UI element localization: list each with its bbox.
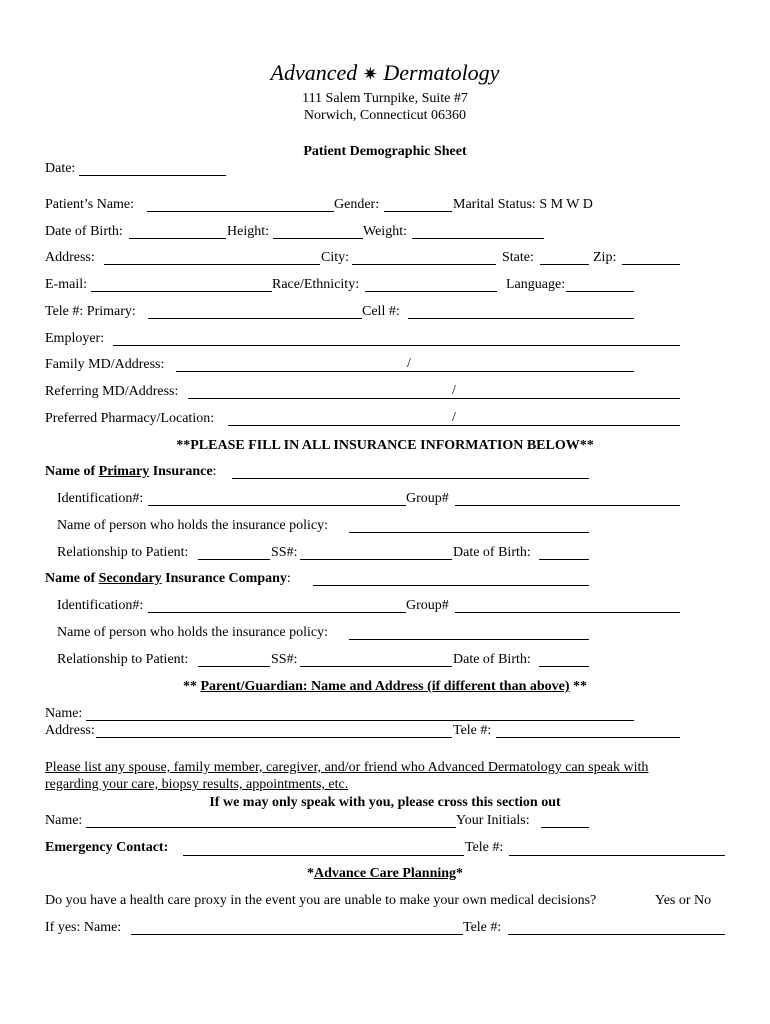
brand-right: Dermatology <box>383 60 500 85</box>
family-md-slash: / <box>407 356 411 371</box>
guardian-address-label: Address: <box>45 723 95 738</box>
secondary-id-field[interactable] <box>148 612 406 613</box>
patient-name-label: Patient’s Name: <box>45 197 135 212</box>
brand-left: Advanced <box>270 60 358 85</box>
secondary-holder-label: Name of person who holds the insurance policy: <box>57 625 328 640</box>
contacts-instruction-line-1: Please list any spouse, family member, caregiver, and/or friend who Advanced Dermatology can speak with <box>45 760 649 775</box>
height-field[interactable] <box>273 238 363 239</box>
primary-group-label: Group# <box>406 491 449 506</box>
race-label: Race/Ethnicity: <box>272 277 360 292</box>
height-label: Height: <box>227 224 269 239</box>
address-line-1: 111 Salem Turnpike, Suite #7 <box>302 91 468 106</box>
address-field[interactable] <box>104 264 320 265</box>
secondary-dob-field[interactable] <box>539 666 589 667</box>
language-label: Language: <box>506 277 566 292</box>
emergency-tele-field[interactable] <box>509 855 725 856</box>
sun-logo-icon: ✷ <box>362 64 378 84</box>
language-field[interactable] <box>566 291 634 292</box>
sheet-title: Patient Demographic Sheet <box>303 144 467 159</box>
guardian-tele-field[interactable] <box>496 737 680 738</box>
your-initials-field[interactable] <box>541 827 589 828</box>
date-label: Date: <box>45 161 76 176</box>
insurance-notice: **PLEASE FILL IN ALL INSURANCE INFORMATION BELOW** <box>176 438 594 453</box>
date-field[interactable] <box>79 175 226 176</box>
city-field[interactable] <box>352 264 496 265</box>
cross-out-notice: If we may only speak with you, please cross this section out <box>209 795 561 810</box>
tele-primary-field[interactable] <box>148 318 362 319</box>
state-label: State: <box>502 250 534 265</box>
primary-group-field[interactable] <box>455 505 680 506</box>
contact-name-label: Name: <box>45 813 83 828</box>
family-md-field[interactable] <box>176 371 634 372</box>
secondary-holder-field[interactable] <box>349 639 589 640</box>
dob-label: Date of Birth: <box>45 224 123 239</box>
primary-id-label: Identification#: <box>57 491 144 506</box>
guardian-name-label: Name: <box>45 706 83 721</box>
primary-holder-field[interactable] <box>349 532 589 533</box>
primary-id-field[interactable] <box>148 505 406 506</box>
employer-label: Employer: <box>45 331 105 346</box>
emergency-contact-label: Emergency Contact: <box>45 840 169 855</box>
contacts-instruction-line-2: regarding your care, biopsy results, appointments, etc. <box>45 777 349 792</box>
primary-insurance-field[interactable] <box>232 478 589 479</box>
your-initials-label: Your Initials: <box>456 813 530 828</box>
primary-holder-label: Name of person who holds the insurance policy: <box>57 518 328 533</box>
primary-dob-field[interactable] <box>539 559 589 560</box>
cell-field[interactable] <box>408 318 634 319</box>
emergency-tele-label: Tele #: <box>465 840 504 855</box>
employer-field[interactable] <box>113 345 680 346</box>
zip-field[interactable] <box>622 264 680 265</box>
proxy-yes-no[interactable]: Yes or No <box>655 893 712 908</box>
emergency-contact-field[interactable] <box>183 855 464 856</box>
family-md-label: Family MD/Address: <box>45 357 165 372</box>
proxy-name-label: If yes: Name: <box>45 920 122 935</box>
primary-dob-label: Date of Birth: <box>453 545 531 560</box>
acp-heading: *Advance Care Planning* <box>306 866 464 881</box>
secondary-ss-field[interactable] <box>300 666 452 667</box>
secondary-relationship-label: Relationship to Patient: <box>57 652 189 667</box>
secondary-insurance-field[interactable] <box>313 585 589 586</box>
gender-field[interactable] <box>384 211 452 212</box>
patient-name-field[interactable] <box>147 211 334 212</box>
primary-ss-field[interactable] <box>300 559 452 560</box>
proxy-tele-label: Tele #: <box>463 920 502 935</box>
secondary-relationship-field[interactable] <box>198 666 270 667</box>
proxy-question: Do you have a health care proxy in the event you are unable to make your own medical decisions? <box>45 893 597 908</box>
weight-field[interactable] <box>412 238 544 239</box>
referring-md-label: Referring MD/Address: <box>45 384 179 399</box>
race-field[interactable] <box>365 291 497 292</box>
secondary-group-label: Group# <box>406 598 449 613</box>
secondary-id-label: Identification#: <box>57 598 144 613</box>
practice-name <box>0 60 770 87</box>
guardian-heading: ** Parent/Guardian: Name and Address (if different than above) ** <box>182 679 588 694</box>
referring-md-field[interactable] <box>188 398 680 399</box>
cell-label: Cell #: <box>362 304 400 319</box>
guardian-tele-label: Tele #: <box>453 723 492 738</box>
primary-insurance-label: Name of Primary Insurance: <box>45 464 217 479</box>
referring-md-slash: / <box>452 383 456 398</box>
state-field[interactable] <box>540 264 589 265</box>
tele-primary-label: Tele #: Primary: <box>45 304 136 319</box>
secondary-insurance-label: Name of Secondary Insurance Company: <box>45 571 291 586</box>
address-line-2: Norwich, Connecticut 06360 <box>303 108 467 123</box>
primary-ss-label: SS#: <box>271 545 298 560</box>
primary-relationship-label: Relationship to Patient: <box>57 545 189 560</box>
contact-name-field[interactable] <box>86 827 456 828</box>
address-label: Address: <box>45 250 95 265</box>
weight-label: Weight: <box>363 224 407 239</box>
city-label: City: <box>321 250 350 265</box>
guardian-address-field[interactable] <box>96 737 452 738</box>
marital-status-label: Marital Status: S M W D <box>453 197 593 212</box>
primary-relationship-field[interactable] <box>198 559 270 560</box>
email-label: E-mail: <box>45 277 87 292</box>
zip-label: Zip: <box>593 250 617 265</box>
secondary-group-field[interactable] <box>455 612 680 613</box>
dob-field[interactable] <box>129 238 226 239</box>
secondary-dob-label: Date of Birth: <box>453 652 531 667</box>
gender-label: Gender: <box>334 197 380 212</box>
pharmacy-label: Preferred Pharmacy/Location: <box>45 411 215 426</box>
pharmacy-slash: / <box>452 410 456 425</box>
proxy-name-field[interactable] <box>131 934 463 935</box>
guardian-name-field[interactable] <box>86 720 634 721</box>
email-field[interactable] <box>91 291 272 292</box>
proxy-tele-field[interactable] <box>508 934 725 935</box>
secondary-ss-label: SS#: <box>271 652 298 667</box>
